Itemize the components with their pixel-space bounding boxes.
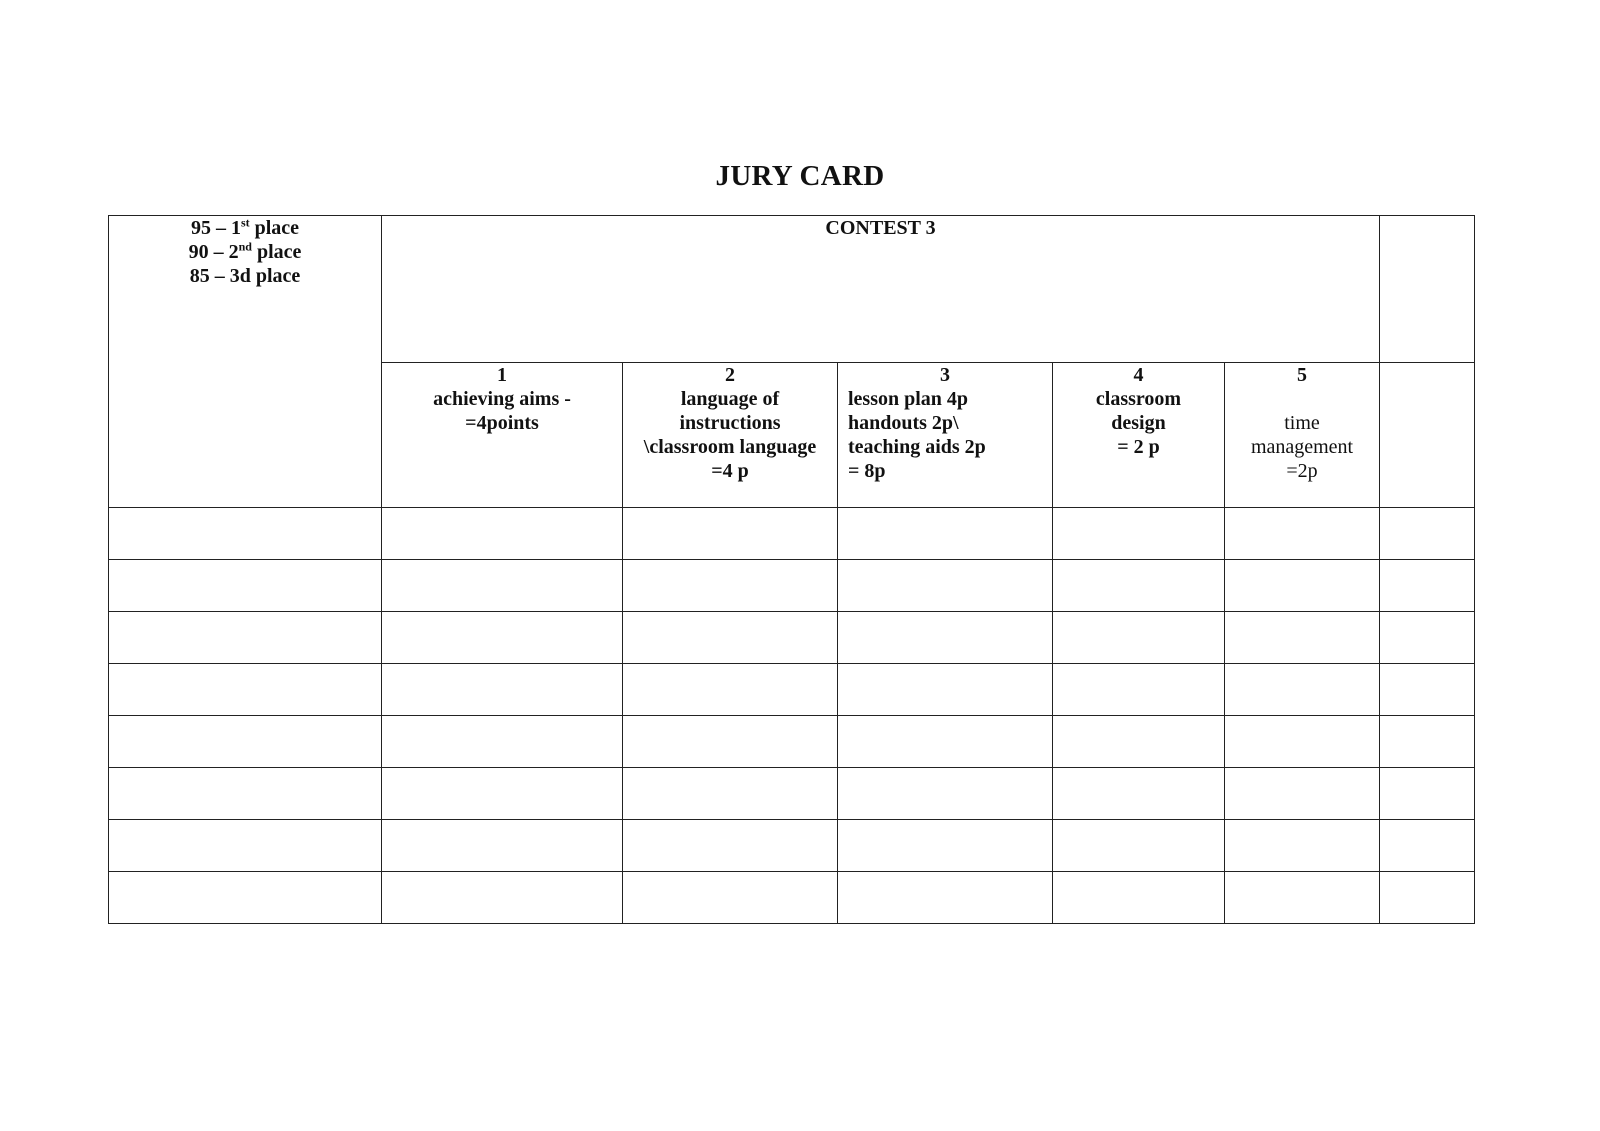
place-line-1: 95 – 1st place [190,215,300,239]
total-cell[interactable] [1380,612,1475,664]
score-cell[interactable] [1053,716,1225,768]
score-cell[interactable] [1225,716,1380,768]
place-line-3: 85 – 3d place [189,265,301,287]
score-cell[interactable] [382,664,623,716]
score-cell[interactable] [1225,768,1380,820]
participant-cell[interactable] [109,508,382,560]
table-row [109,664,1475,716]
table-row [109,768,1475,820]
table-row [109,820,1475,872]
score-cell[interactable] [1053,612,1225,664]
score-cell[interactable] [623,612,838,664]
table-row [109,508,1475,560]
criterion-5-header: 5 time management =2p [1225,363,1380,508]
score-cell[interactable] [623,872,838,924]
total-cell[interactable] [1380,872,1475,924]
criterion-2-header: 2 language of instructions \classroom language =4 p [623,363,838,508]
score-cell[interactable] [1225,508,1380,560]
participant-cell[interactable] [109,872,382,924]
total-cell[interactable] [1380,768,1475,820]
score-cell[interactable] [1053,508,1225,560]
criterion-1-header: 1 achieving aims - =4points [382,363,623,508]
page-title: JURY CARD [715,160,885,192]
score-cell[interactable] [1225,612,1380,664]
score-cell[interactable] [838,560,1053,612]
score-rows [109,508,1475,924]
table-header-top-row [109,216,1475,363]
participant-cell[interactable] [109,560,382,612]
score-cell[interactable] [382,820,623,872]
score-cell[interactable] [623,560,838,612]
score-cell[interactable] [623,508,838,560]
total-cell[interactable] [1380,560,1475,612]
score-cell[interactable] [382,768,623,820]
score-cell[interactable] [1225,664,1380,716]
table-row [109,560,1475,612]
score-cell[interactable] [1053,768,1225,820]
score-cell[interactable] [1225,872,1380,924]
participant-cell[interactable] [109,768,382,820]
total-criteria-cell [1380,363,1475,508]
table-row [109,872,1475,924]
score-cell[interactable] [838,664,1053,716]
table-row [109,612,1475,664]
score-cell[interactable] [1053,560,1225,612]
score-cell[interactable] [1053,820,1225,872]
places-scale-cell [109,216,382,508]
score-cell[interactable] [838,508,1053,560]
score-cell[interactable] [1225,560,1380,612]
participant-cell[interactable] [109,716,382,768]
score-cell[interactable] [623,820,838,872]
participant-cell[interactable] [109,664,382,716]
participant-cell[interactable] [109,612,382,664]
score-cell[interactable] [623,664,838,716]
place-line-2: 90 – 2nd place [188,239,302,263]
score-cell[interactable] [382,560,623,612]
contest-heading: CONTEST 3 [382,216,1380,363]
total-cell[interactable] [1380,820,1475,872]
score-cell[interactable] [623,716,838,768]
score-cell[interactable] [1053,872,1225,924]
score-cell[interactable] [1225,820,1380,872]
score-cell[interactable] [838,612,1053,664]
participant-cell[interactable] [109,820,382,872]
score-cell[interactable] [838,768,1053,820]
criterion-3-header: 3 lesson plan 4p handouts 2p\ teaching aids 2p = 8p [838,363,1053,508]
score-cell[interactable] [382,716,623,768]
total-cell[interactable] [1380,508,1475,560]
score-cell[interactable] [838,716,1053,768]
jury-table [108,215,1475,924]
score-cell[interactable] [1053,664,1225,716]
table-row [109,716,1475,768]
score-cell[interactable] [838,872,1053,924]
total-cell[interactable] [1380,664,1475,716]
score-cell[interactable] [623,768,838,820]
score-cell[interactable] [838,820,1053,872]
criterion-4-header: 4 classroom design = 2 p [1053,363,1225,508]
total-cell[interactable] [1380,716,1475,768]
score-cell[interactable] [382,872,623,924]
total-header-cell [1380,216,1475,363]
score-cell[interactable] [382,612,623,664]
score-cell[interactable] [382,508,623,560]
